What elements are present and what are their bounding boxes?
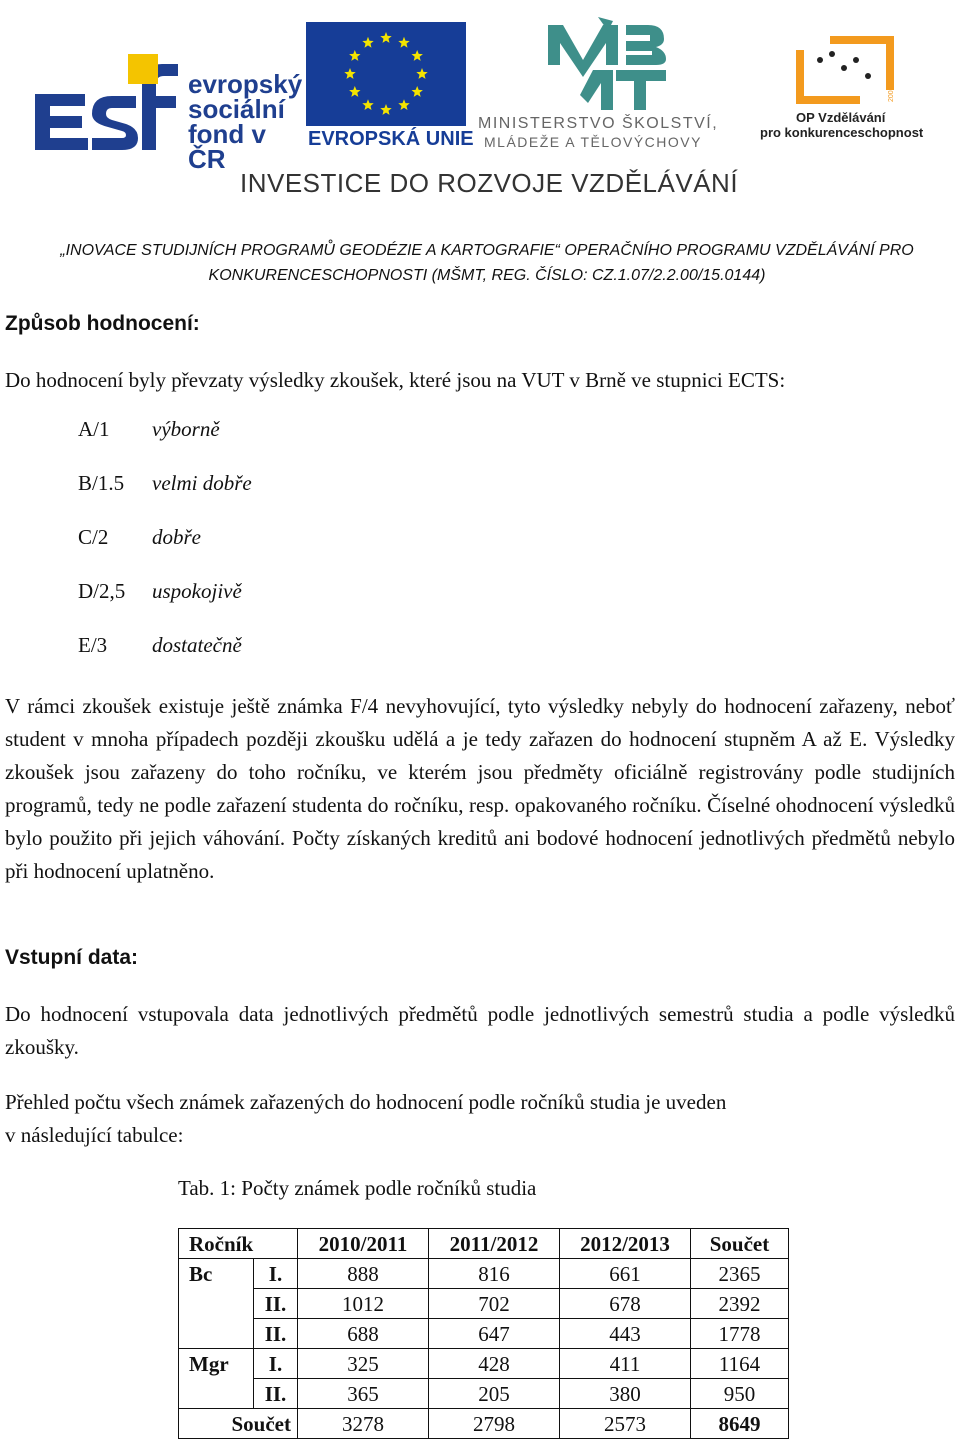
header-cell: Součet — [691, 1229, 789, 1259]
msmt-line-1: MINISTERSTVO ŠKOLSTVÍ, — [478, 115, 719, 132]
table-row — [179, 1319, 789, 1349]
year-cell: II. — [254, 1319, 298, 1349]
input-data-paragraph: Do hodnocení vstupovala data jednotlivých předmětů podle jednotlivých semestrů studia a podle výsledků zkoušky. — [5, 1002, 955, 1059]
eu-logo — [306, 22, 474, 152]
value-cell: 1012 — [298, 1289, 429, 1319]
table-row — [179, 1349, 789, 1379]
value-cell: 661 — [560, 1259, 691, 1289]
eu-label: EVROPSKÁ UNIE — [308, 128, 474, 150]
group-cell: Mgr — [179, 1349, 254, 1379]
value-cell: 2365 — [691, 1259, 789, 1289]
op-years: 2007-13 — [888, 76, 895, 102]
value-cell: 688 — [298, 1319, 429, 1349]
msmt-wordmark — [478, 115, 718, 151]
section-heading-method: Způsob hodnocení: — [5, 312, 200, 335]
grade-label: dostatečně — [152, 633, 242, 657]
grade-label: uspokojivě — [152, 579, 242, 603]
op-line-1: OP Vzdělávání — [796, 110, 886, 125]
eu-flag-icon — [306, 22, 466, 126]
intro-paragraph: Do hodnocení byly převzaty výsledky zkoušek, které jsou na VUT v Brně ve stupnici ECTS: — [5, 368, 786, 392]
msmt-line-2: MLÁDEŽE A TĚLOVÝCHOVY — [484, 134, 702, 150]
investice-banner: INVESTICE DO ROZVOJE VZDĚLÁVÁNÍ — [240, 168, 739, 198]
grades-count-table — [178, 1228, 789, 1439]
project-title — [22, 238, 952, 288]
total-cell: 3278 — [298, 1409, 429, 1439]
project-line-2: KONKURENCESCHOPNOSTI (MŠMT, REG. ČÍSLO: CZ.1.07/2.2.00/15.0144) — [208, 267, 766, 284]
table-row — [179, 1379, 789, 1409]
esf-wordmark — [188, 69, 303, 174]
header-cell: 2010/2011 — [298, 1229, 429, 1259]
value-cell: 1164 — [691, 1349, 789, 1379]
project-line-1: „INOVACE STUDIJNÍCH PROGRAMŮ GEODÉZIE A KARTOGRAFIE“ OPERAČNÍHO PROGRAMU VZDĚLÁVÁNÍ PRO — [60, 242, 914, 259]
method-paragraph: V rámci zkoušek existuje ještě známka F/4 nevyhovující, tyto výsledky nebyly do hodnocení zařazeny, neboť student v mnoha případech později zkoušku udělá a je tedy zařazen do hodnocení stupněm A až E. Výsledky zkoušek jsou zařazeny do toho ročníku, ve kterém jsou předměty oficiálně registrovány podle studijních programů, tedy ne podle zařazení studenta do ročníku, resp. opakovaného ročníku. Číselné ohodnocení výsledků bylo použito při jejich váhování. Počty získaných kreditů ani bodové hodnocení jednotlivých předmětů nebylo při hodnocení uplatněno. — [5, 694, 955, 883]
table-row — [179, 1289, 789, 1319]
value-cell: 816 — [429, 1259, 560, 1289]
grade-code: B/1.5 — [78, 471, 125, 495]
grade-label: výborně — [152, 417, 220, 441]
group-cell — [179, 1379, 254, 1409]
table-caption: Tab. 1: Počty známek podle ročníků studia — [178, 1176, 537, 1200]
year-cell: I. — [254, 1349, 298, 1379]
overview-line-1: Přehled počtu všech známek zařazených do hodnocení podle ročníků studia je uveden — [5, 1090, 727, 1114]
value-cell: 411 — [560, 1349, 691, 1379]
grade-code: E/3 — [78, 633, 108, 657]
op-line-2: pro konkurenceschopnost — [760, 125, 924, 140]
value-cell: 702 — [429, 1289, 560, 1319]
group-cell: Bc — [179, 1259, 254, 1289]
logo-band — [0, 0, 960, 210]
value-cell: 205 — [429, 1379, 560, 1409]
esf-mark-icon — [30, 54, 180, 154]
value-cell: 678 — [560, 1289, 691, 1319]
overview-paragraph — [5, 1086, 955, 1152]
total-cell: 2798 — [429, 1409, 560, 1439]
value-cell: 647 — [429, 1319, 560, 1349]
value-cell: 1778 — [691, 1319, 789, 1349]
value-cell: 888 — [298, 1259, 429, 1289]
value-cell: 428 — [429, 1349, 560, 1379]
header-cell: Ročník — [179, 1229, 298, 1259]
grand-total-cell: 8649 — [691, 1409, 789, 1439]
overview-line-2: v následující tabulce: — [5, 1123, 184, 1147]
value-cell: 443 — [560, 1319, 691, 1349]
table-row — [179, 1259, 789, 1289]
group-cell — [179, 1289, 254, 1319]
value-cell: 365 — [298, 1379, 429, 1409]
table-header-row — [179, 1229, 789, 1259]
total-cell: 2573 — [560, 1409, 691, 1439]
value-cell: 950 — [691, 1379, 789, 1409]
esf-line-3: fond v ČR — [188, 119, 266, 174]
value-cell: 325 — [298, 1349, 429, 1379]
total-label-cell: Součet — [179, 1409, 298, 1439]
grade-code: A/1 — [78, 417, 110, 441]
op-wordmark — [760, 110, 923, 140]
grade-code: C/2 — [78, 525, 109, 549]
header-cell: 2011/2012 — [429, 1229, 560, 1259]
value-cell: 2392 — [691, 1289, 789, 1319]
esf-logo — [30, 22, 303, 174]
year-cell: II. — [254, 1379, 298, 1409]
header-cell: 2012/2013 — [560, 1229, 691, 1259]
msmt-logo — [478, 15, 748, 155]
table-total-row — [179, 1409, 789, 1439]
msmt-mark-icon — [538, 15, 678, 115]
year-cell: II. — [254, 1289, 298, 1319]
year-cell: I. — [254, 1259, 298, 1289]
esf-line-1: evropský — [188, 69, 303, 99]
op-logo — [760, 30, 940, 160]
group-cell — [179, 1319, 254, 1349]
grade-label: velmi dobře — [152, 471, 252, 495]
esf-line-2: sociální — [188, 94, 285, 124]
value-cell: 380 — [560, 1379, 691, 1409]
grade-label: dobře — [152, 525, 201, 549]
section-heading-input-data: Vstupní data: — [5, 946, 139, 969]
op-mark-icon — [790, 30, 900, 110]
grade-code: D/2,5 — [78, 579, 126, 603]
